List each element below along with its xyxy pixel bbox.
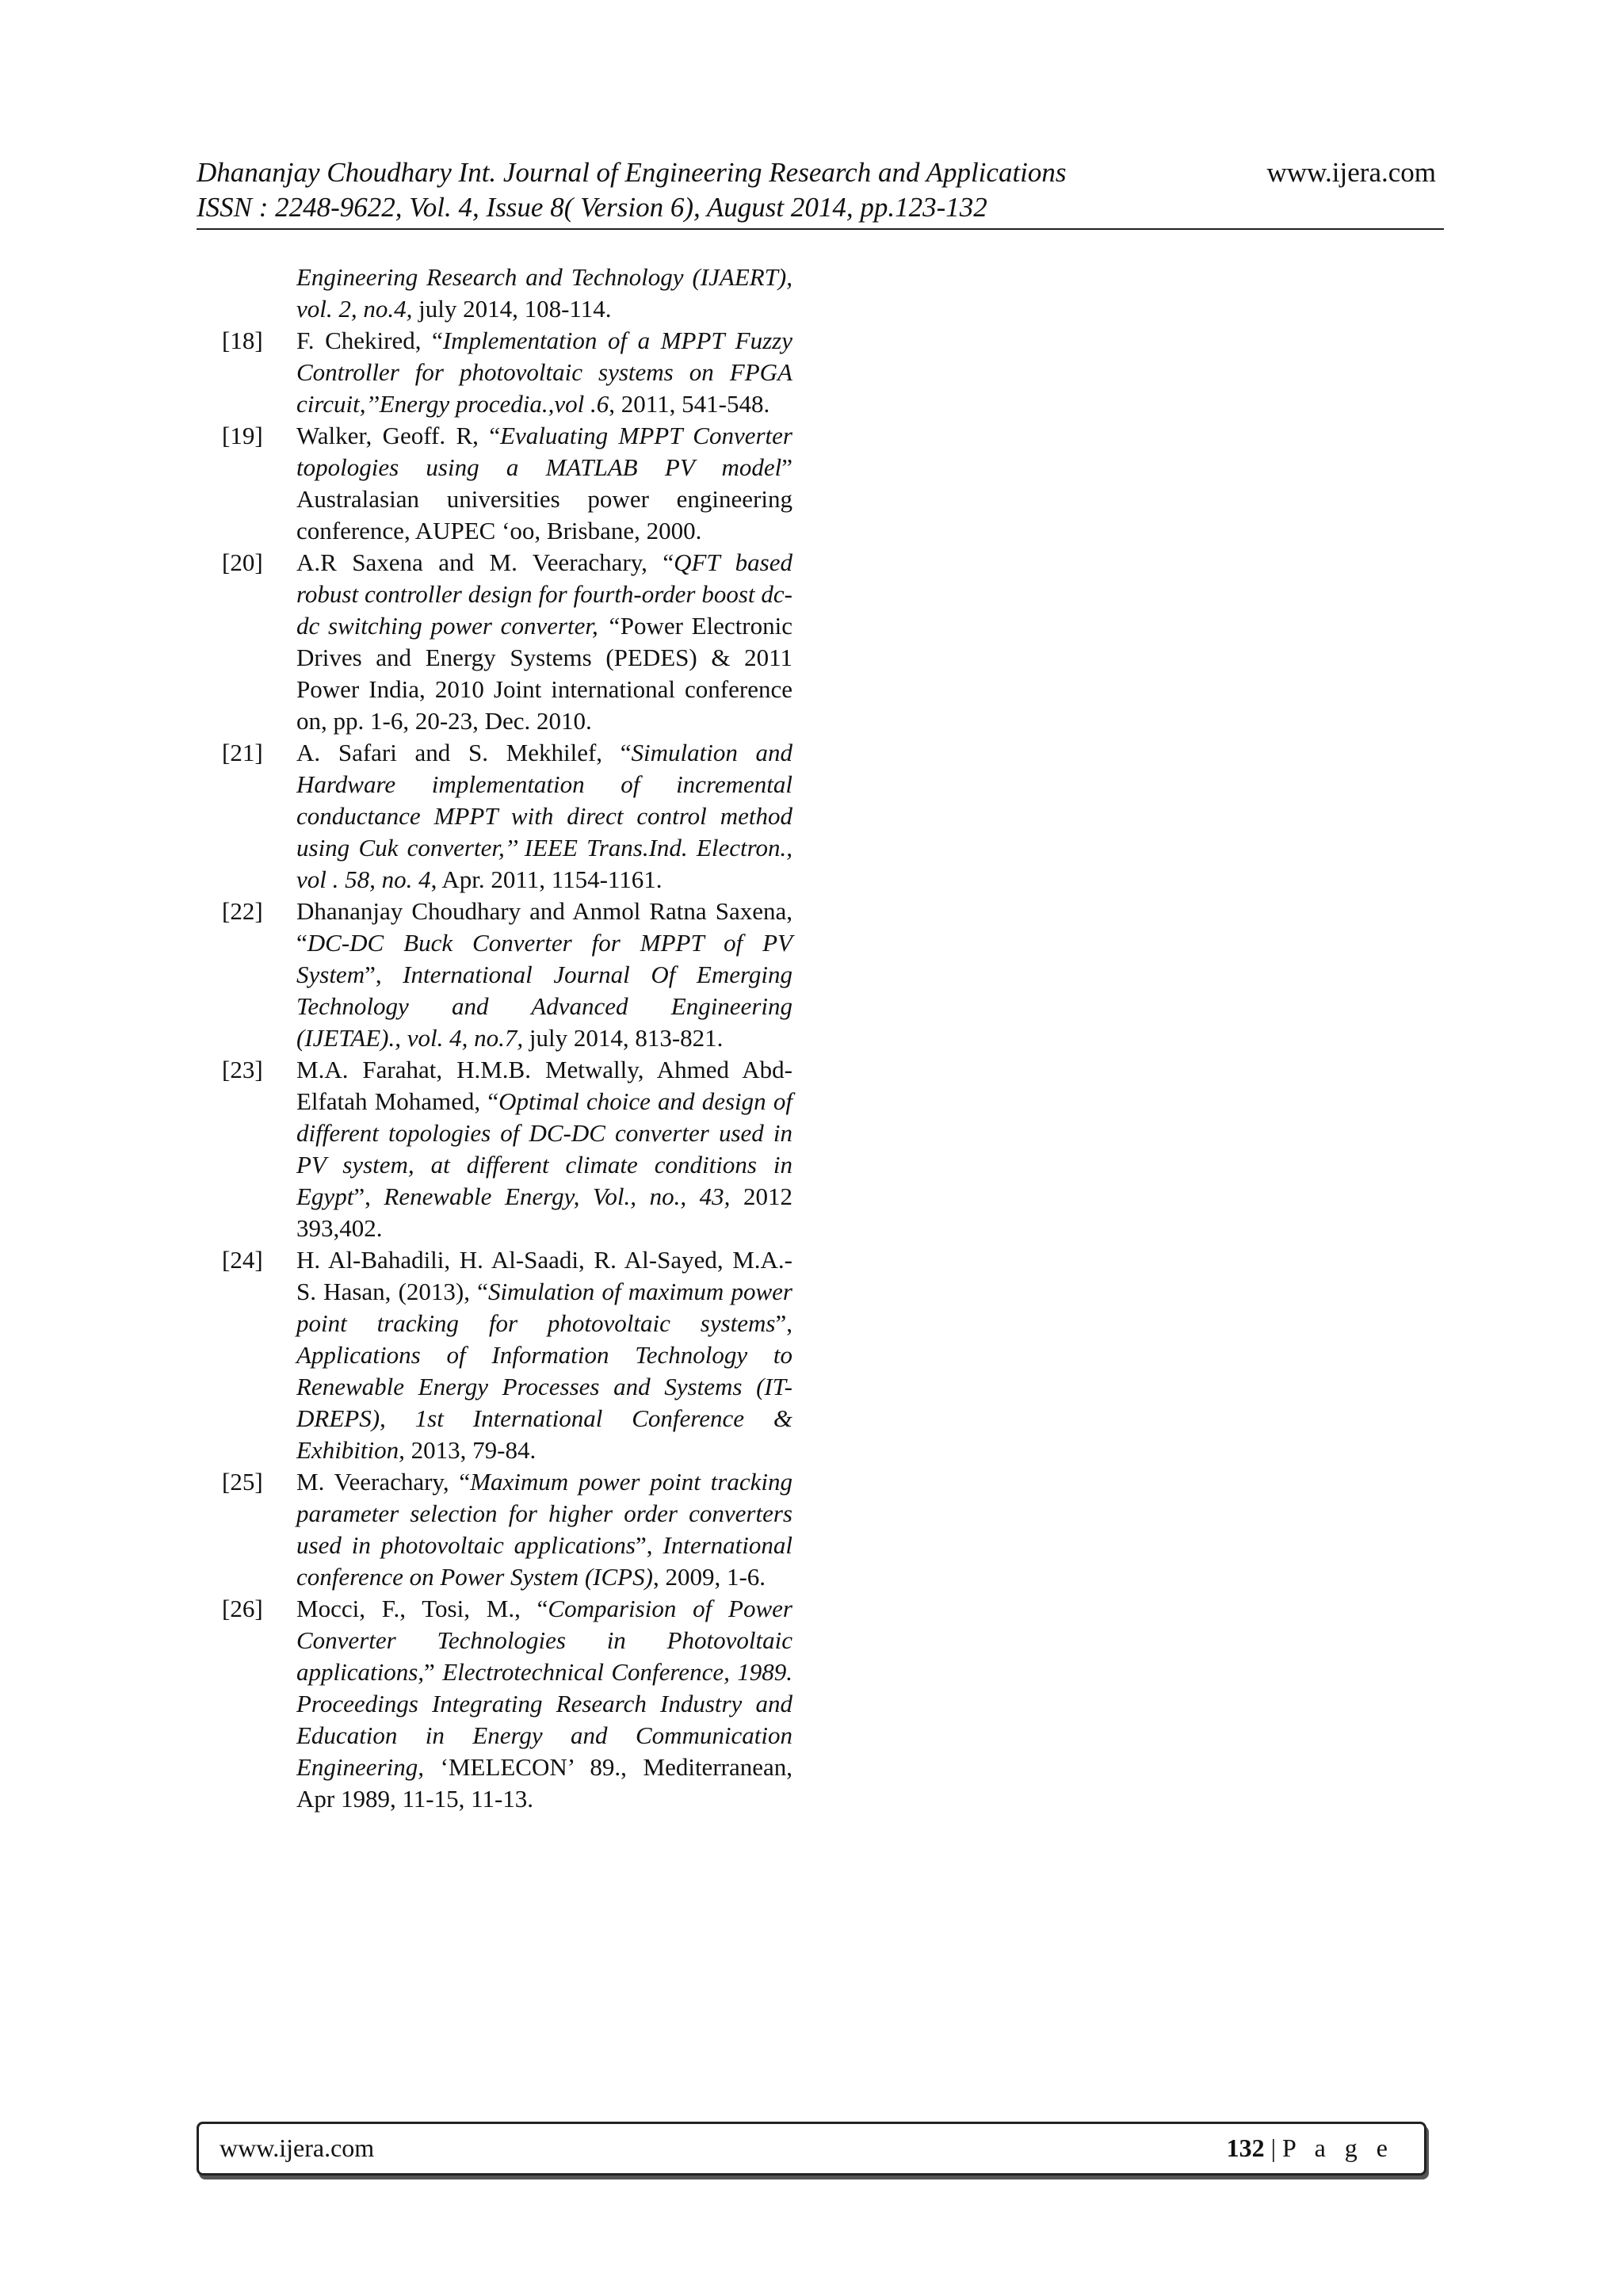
reference-text [296,1466,792,1593]
reference-text [296,325,792,420]
reference-segment: 2013, 79-84. [404,1436,537,1464]
reference-segment: 2012 393,402. [296,1182,793,1242]
reference-segment: F. Chekired, “ [296,327,443,354]
reference-segment: A.R Saxena and M. Veerachary, “ [296,548,674,576]
reference-text [296,896,792,1054]
page-separator: | [1270,2134,1276,2162]
reference-entry [222,325,792,420]
reference-entry [222,1593,792,1815]
reference-italic-segment: DC-DC Buck Converter for MPPT of PV System [296,929,792,988]
reference-segment: A. Safari and S. Mekhilef, “ [296,739,632,766]
reference-italic-segment: Electrotechnical Conference, 1989. Proceedings Integrating Research Industry and Education in Energy and Communication Engineering, [296,1658,793,1781]
reference-italic-segment: International conference on Power System (ICPS) [296,1531,792,1591]
reference-text [296,262,792,325]
reference-entry [222,1244,792,1466]
reference-segment: Mocci, F., Tosi, M., “ [296,1595,548,1622]
reference-number: [21] [222,739,263,766]
reference-list [222,262,792,1815]
reference-italic-segment: Engineering Research and Technology (IJAERT), vol. 2, no.4, [296,263,792,323]
reference-segment: Power Electronic Drives and Energy Systems (PEDES) & 2011 Power India, 2010 Joint international conference on, pp. 1-6, 20-23, Dec. 2010. [296,612,792,735]
page-indicator [1227,2134,1394,2163]
reference-segment: M.A. Farahat, H.M.B. Metwally, Ahmed Abd-Elfatah Mohamed, “ [296,1056,792,1115]
reference-segment: ”, [775,1309,792,1337]
reference-italic-segment: Simulation of maximum power point tracking for photovoltaic systems [296,1278,792,1337]
reference-entry [222,262,792,325]
reference-segment: Dhananjay Choudhary and Anmol Ratna Saxena, “ [296,897,792,957]
reference-segment: , 2009, 1-6. [652,1563,766,1591]
reference-text [296,1244,792,1466]
reference-segment: M. Veerachary, “ [296,1468,471,1496]
reference-text [296,1593,792,1815]
reference-number: [24] [222,1246,263,1274]
reference-italic-segment: Simulation and Hardware implementation of incremental conductance MPPT with direct control method using Cuk converter,’’ IEEE Trans.Ind. Electron., vol . 58, no. 4 [296,739,793,893]
footer-site-link[interactable]: www.ijera.com [220,2134,375,2162]
reference-entry [222,737,792,896]
header-divider [197,228,1444,230]
reference-segment: ”, [365,961,403,988]
reference-segment: H. Al-Bahadili, H. Al-Saadi, R. Al-Sayed, M.A.-S. Hasan, (2013), “ [296,1246,792,1305]
reference-segment: Walker, Geoff. R, “ [296,422,501,449]
reference-italic-segment: Implementation of a MPPT Fuzzy Controller for photovoltaic systems on FPGA circuit,’’Energy procedia.,vol .6 [296,327,792,418]
reference-number: [18] [222,327,263,354]
reference-segment: ”, [635,1531,663,1559]
reference-text [296,737,792,896]
reference-segment: july 2014, 813-821. [523,1024,724,1052]
page-number: 132 [1226,2134,1265,2162]
reference-number: [19] [222,422,263,449]
reference-number: [22] [222,897,263,925]
reference-text [296,1054,792,1244]
reference-segment: , Apr. 2011, 1154-1161. [430,865,663,893]
page-label: P a g e [1281,2134,1394,2162]
header-site-link[interactable]: www.ijera.com [1266,157,1436,188]
reference-italic-segment: Maximum power point tracking parameter selection for higher order converters used in photovoltaic applications [296,1468,792,1559]
reference-entry [222,1054,792,1244]
reference-entry [222,420,792,547]
reference-italic-segment: Renewable Energy, Vol., no., 43, [384,1182,731,1210]
reference-number: [26] [222,1595,263,1622]
reference-italic-segment: Optimal choice and design of different topologies of DC-DC converter used in PV system, at different climate conditions in Egypt [296,1087,792,1210]
reference-entry [222,896,792,1054]
journal-citation-line: Dhananjay Choudhary Int. Journal of Engineering Research and Applications [197,157,1067,188]
reference-italic-segment: International Journal Of Emerging Technology and Advanced Engineering (IJETAE)., vol. 4, no.7, [296,961,792,1052]
reference-italic-segment: Evaluating MPPT Converter topologies using a MATLAB PV model [296,422,792,481]
reference-segment: july 2014, 108-114. [412,295,612,323]
running-header [197,155,1444,225]
issn-line: ISSN : 2248-9622, Vol. 4, Issue 8( Version 6), August 2014, pp.123-132 [197,192,987,223]
reference-entry [222,1466,792,1593]
reference-segment: ” Australasian universities power engineering conference, AUPEC ‘oo, Brisbane, 2000. [296,453,792,544]
page-footer [197,2122,1426,2176]
reference-number: [23] [222,1056,263,1083]
reference-text [296,420,792,547]
reference-entry [222,547,792,737]
reference-segment: ”, [353,1182,384,1210]
reference-number: [20] [222,548,263,576]
reference-segment: ‘MELECON’ 89., Mediterranean, Apr 1989, 11-15, 11-13. [296,1753,792,1813]
reference-segment: , 2011, 541-548. [609,390,770,418]
reference-italic-segment: QFT based robust controller design for fourth-order boost dc-dc switching power converter, “ [296,548,792,640]
reference-text [296,547,792,737]
reference-italic-segment: Comparision of Power Converter Technologies in Photovoltaic applications, [296,1595,792,1686]
reference-number: [25] [222,1468,263,1496]
reference-italic-segment: Applications of Information Technology to Renewable Energy Processes and Systems (IT-DREPS), 1st International Conference & Exhibition, [296,1341,792,1464]
reference-segment: ” [424,1658,443,1686]
